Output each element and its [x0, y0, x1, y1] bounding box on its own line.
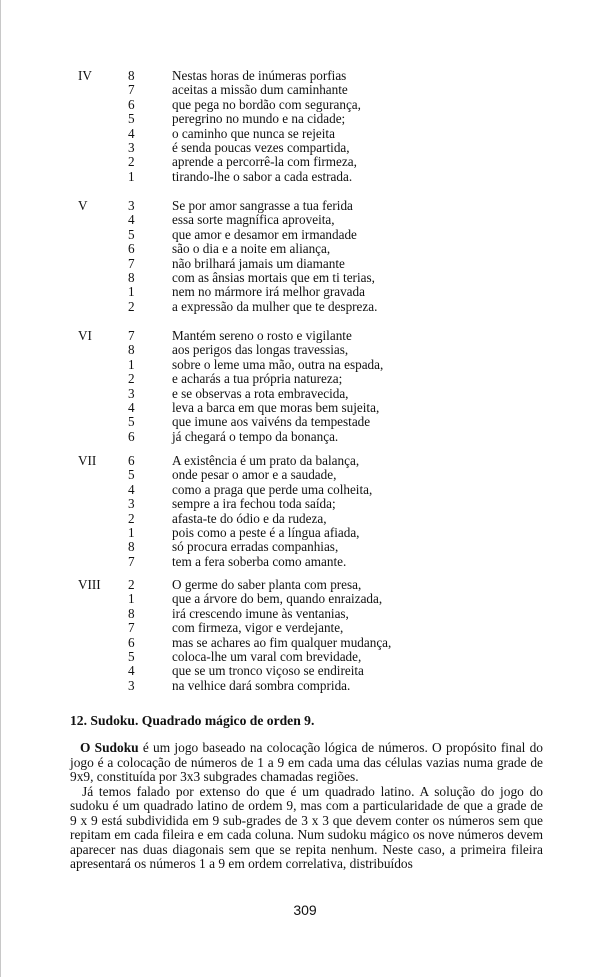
- verse-text: peregrino no mundo e na cidade;: [172, 111, 346, 127]
- verse-number: 4: [128, 399, 135, 415]
- verse-line: [78, 664, 498, 678]
- verse-text: como a praga que perde uma colheita,: [172, 481, 373, 497]
- verse-line: [78, 578, 498, 592]
- stanza-vi: [78, 329, 498, 444]
- verse-number: 7: [128, 255, 135, 271]
- verse-number: 7: [128, 328, 135, 343]
- verse-line: [78, 170, 498, 184]
- verse-number: 6: [128, 241, 135, 257]
- verse-text: já chegará o tempo da bonança.: [172, 428, 339, 444]
- verse-line: [78, 300, 498, 314]
- verse-text: leva a barca em que moras bem sujeita,: [172, 399, 380, 415]
- verse-number: 6: [128, 96, 135, 112]
- verse-number: 3: [128, 385, 135, 401]
- verse-number: 2: [128, 154, 135, 170]
- verse-number: 1: [128, 524, 135, 540]
- verse-text: com firmeza, vigor e verdejante,: [172, 620, 344, 636]
- verse-line: [78, 555, 498, 569]
- verse-line: [78, 415, 498, 429]
- verse-number: 7: [128, 553, 135, 569]
- verse-line: [78, 621, 498, 635]
- verse-text: sempre a ira fechou toda saída;: [172, 496, 336, 512]
- verse-line: [78, 69, 498, 83]
- paragraph: [70, 785, 543, 872]
- verse-text: Mantém sereno o rosto e vigilante: [172, 328, 352, 343]
- verse-line: [78, 285, 498, 299]
- verse-text: essa sorte magnífica aproveita,: [172, 212, 335, 228]
- verse-text: aprende a percorrê-la com firmeza,: [172, 154, 357, 170]
- verse-line: [78, 401, 498, 415]
- paragraph-lead-term: O Sudoku: [80, 740, 139, 755]
- verse-line: [78, 483, 498, 497]
- verse-number: 5: [128, 226, 135, 242]
- verse-line: [78, 636, 498, 650]
- verse-text: na velhice dará sombra comprida.: [172, 677, 351, 693]
- verse-line: [78, 329, 498, 343]
- verse-text: A existência é um prato da balança,: [172, 453, 360, 468]
- stanza-iv: [78, 69, 498, 184]
- verse-number: 5: [128, 648, 135, 664]
- stanza-v: [78, 199, 498, 314]
- verse-number: 4: [128, 125, 135, 141]
- verse-text: são o dia e a noite em aliança,: [172, 241, 331, 257]
- verse-line: [78, 468, 498, 482]
- verse-number: 4: [128, 663, 135, 679]
- verse-number: 1: [128, 284, 135, 300]
- verse-number: 5: [128, 111, 135, 127]
- verse-number: 8: [128, 342, 135, 358]
- verse-text: O germe do saber planta com presa,: [172, 577, 362, 592]
- verse-text: nem no mármore irá melhor gravada: [172, 284, 365, 300]
- verse-text: sobre o leme uma mão, outra na espada,: [172, 356, 384, 372]
- verse-line: [78, 257, 498, 271]
- verse-number: 8: [128, 68, 135, 83]
- verse-line: [78, 83, 498, 97]
- verse-number: 5: [128, 414, 135, 430]
- verse-line: [78, 271, 498, 285]
- verse-line: [78, 372, 498, 386]
- verse-line: [78, 141, 498, 155]
- verse-number: 1: [128, 168, 135, 184]
- verse-line: [78, 454, 498, 468]
- verse-line: [78, 98, 498, 112]
- stanza-numeral: IV: [78, 68, 92, 83]
- verse-number: 8: [128, 539, 135, 555]
- verse-text: afasta-te do ódio e da rudeza,: [172, 510, 327, 526]
- verse-line: [78, 358, 498, 372]
- verse-line: [78, 540, 498, 554]
- section-body: [70, 741, 543, 872]
- verse-line: [78, 512, 498, 526]
- verse-text: e acharás a tua própria natureza;: [172, 371, 343, 387]
- stanza-viii: [78, 578, 498, 693]
- verse-line: [78, 430, 498, 444]
- verse-line: [78, 387, 498, 401]
- verse-text: pois como a peste é a língua afiada,: [172, 524, 360, 540]
- paragraph: [70, 741, 543, 785]
- verse-text: que a árvore do bem, quando enraizada,: [172, 591, 383, 607]
- verse-text: e se observas a rota embravecida,: [172, 385, 349, 401]
- verse-line: [78, 155, 498, 169]
- verse-line: [78, 650, 498, 664]
- verse-number: 2: [128, 510, 135, 526]
- verse-number: 3: [128, 496, 135, 512]
- verse-text: tirando-lhe o sabor a cada estrada.: [172, 168, 353, 184]
- verse-text: a expressão da mulher que te despreza.: [172, 298, 378, 314]
- verse-number: 2: [128, 577, 135, 592]
- paragraph-text: Já temos falado por extenso do que é um quadrado latino. A solução do jogo do sudoku é um quadrado latino de ordem 9, mas com a particularidade de que a grade de 9 x 9 está subdividida em 9 sub-grades de 3 x 3 que devem conter os números sem que repitam em cada fileira e em cada coluna. Num sudoku mágico os nove números devem aparecer nas duas diagonais sem que se repita nenhum. Neste caso, a primeira fileira apresentará os números 1 a 9 em ordem correlativa, distribuídos: [70, 783, 543, 871]
- verse-number: 1: [128, 591, 135, 607]
- verse-line: [78, 242, 498, 256]
- verse-line: [78, 607, 498, 621]
- verse-number: 4: [128, 212, 135, 228]
- verse-number: 7: [128, 82, 135, 98]
- verse-text: com as ânsias mortais que em ti terias,: [172, 269, 375, 285]
- verse-text: onde pesar o amor e a saudade,: [172, 467, 337, 483]
- verse-number: 4: [128, 481, 135, 497]
- verse-line: [78, 526, 498, 540]
- verse-line: [78, 592, 498, 606]
- verse-text: aos perigos das longas travessias,: [172, 342, 349, 358]
- verse-text: que amor e desamor em irmandade: [172, 226, 357, 242]
- verse-line: [78, 343, 498, 357]
- page-number: 309: [293, 902, 317, 918]
- verse-number: 6: [128, 634, 135, 650]
- verse-text: Se por amor sangrasse a tua ferida: [172, 198, 353, 213]
- verse-number: 5: [128, 467, 135, 483]
- verse-text: mas se achares ao fim qualquer mudança,: [172, 634, 392, 650]
- verse-number: 6: [128, 453, 135, 468]
- verse-line: [78, 112, 498, 126]
- verse-line: [78, 199, 498, 213]
- verse-number: 3: [128, 198, 135, 213]
- section-heading: 12. Sudoku. Quadrado mágico de orden 9.: [70, 713, 315, 728]
- verse-line: [78, 213, 498, 227]
- stanza-numeral: VI: [78, 328, 92, 343]
- stanza-numeral: VII: [78, 453, 97, 468]
- stanza-vii: [78, 454, 498, 569]
- verse-number: 3: [128, 139, 135, 155]
- verse-line: [78, 127, 498, 141]
- verse-number: 3: [128, 677, 135, 693]
- verse-number: 6: [128, 428, 135, 444]
- paragraph-text: é um jogo baseado na colocação lógica de números. O propósito final do jogo é a colocação de números de 1 a 9 em cada uma das células vazias numa grade de 9x9, constituída por 3x3 subgrades chamadas regiões.: [70, 740, 543, 784]
- verse-text: que imune aos vaivéns da tempestade: [172, 414, 371, 430]
- verse-line: [78, 228, 498, 242]
- verse-text: só procura erradas companhias,: [172, 539, 339, 555]
- verse-number: 1: [128, 356, 135, 372]
- verse-line: [78, 679, 498, 693]
- verse-number: 7: [128, 620, 135, 636]
- verse-number: 8: [128, 605, 135, 621]
- verse-text: Nestas horas de inúmeras porfias: [172, 68, 347, 83]
- verse-text: coloca-lhe um varal com brevidade,: [172, 648, 362, 664]
- verse-line: [78, 497, 498, 511]
- verse-text: aceitas a missão dum caminhante: [172, 82, 348, 98]
- verse-number: 2: [128, 298, 135, 314]
- verse-text: tem a fera soberba como amante.: [172, 553, 347, 569]
- stanza-numeral: V: [78, 198, 88, 213]
- verse-number: 8: [128, 269, 135, 285]
- verse-text: não brilhará jamais um diamante: [172, 255, 345, 271]
- verse-text: o caminho que nunca se rejeita: [172, 125, 335, 141]
- verse-text: é senda poucas vezes compartida,: [172, 139, 350, 155]
- verse-text: que se um tronco viçoso se endireita: [172, 663, 364, 679]
- stanza-numeral: VIII: [78, 577, 101, 592]
- verse-text: que pega no bordão com segurança,: [172, 96, 361, 112]
- verse-number: 2: [128, 371, 135, 387]
- verse-text: irá crescendo imune às ventanias,: [172, 605, 349, 621]
